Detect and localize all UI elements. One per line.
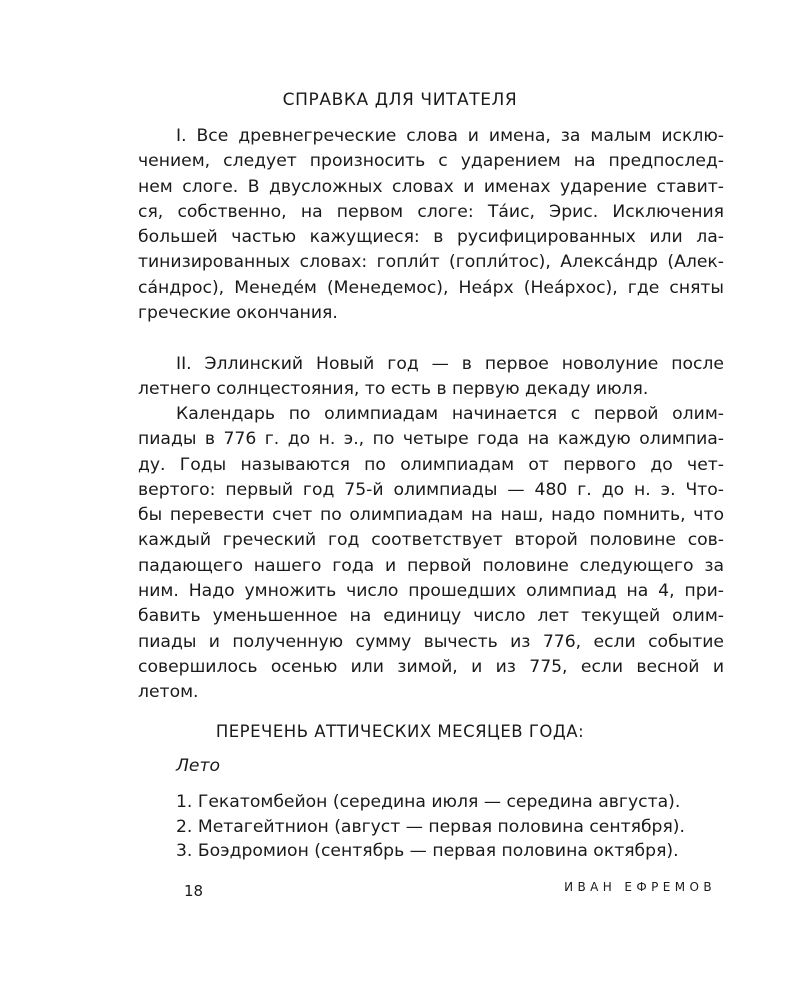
paragraph-line: вертого: первый год 75-й олимпиады — 480 г. до н. э. Что- — [138, 479, 724, 500]
paragraph-line: ся, собственно, на первом слоге: Та́ис, Эрис. Исключения — [138, 201, 724, 222]
paragraph-line: пиады и полученную сумму вычесть из 776, если событие — [138, 631, 724, 652]
section-new-year — [138, 352, 724, 403]
list-item: 2. Метагейтнион (август — первая половина сентября). — [176, 816, 685, 837]
paragraph-line: I. Все древнегреческие слова и имена, за малым исклю- — [176, 126, 724, 146]
paragraph-line: совершилось осенью или зимой, и из 775, если весной и — [138, 656, 724, 677]
paragraph-line: бы перевести счет по олимпиадам на наш, надо помнить, что — [138, 505, 724, 526]
paragraph-line: греческие окончания. — [138, 303, 338, 324]
paragraph-line: большей частью кажущиеся: в русифицированных или ла- — [138, 227, 724, 248]
section-olympiad-calendar — [138, 402, 724, 706]
paragraph-line: летнего солнцестояния, то есть в первую декаду июля. — [138, 379, 649, 400]
months-list — [176, 790, 685, 864]
paragraph-line: Календарь по олимпиадам начинается с первой олим- — [176, 404, 724, 424]
paragraph-line: нем слоге. В двусложных словах и именах ударение ставит- — [138, 176, 724, 197]
paragraph-line: пиады в 776 г. до н. э., по четыре года на каждую олимпиа- — [138, 429, 724, 450]
months-section-title: ПЕРЕЧЕНЬ АТТИЧЕСКИХ МЕСЯЦЕВ ГОДА: — [215, 722, 585, 741]
paragraph-line: са́ндрос), Менеде́м (Менедемос), Неа́рх (Неа́рхос), где сняты — [138, 277, 724, 298]
page-number: 18 — [184, 882, 204, 900]
season-label: Лето — [176, 756, 221, 776]
paragraph-line: II. Эллинский Новый год — в первое новолуние после — [176, 354, 724, 374]
list-item: 3. Боэдромион (сентябрь — первая половина октября). — [176, 841, 679, 861]
paragraph-line: тинизированных словах: гопли́т (гопли́тос), Алекса́ндр (Алек- — [138, 252, 724, 273]
running-footer-author: ИВАН ЕФРЕМОВ — [564, 880, 716, 894]
paragraph-line: бавить уменьшенное на единицу число лет текущей олим- — [138, 606, 724, 627]
paragraph-line: падающего нашего года и первой половине следующего за — [138, 555, 724, 576]
paragraph-line: каждый греческий год соответствует второй половине сов- — [138, 530, 724, 551]
list-item: 1. Гекатомбейон (середина июля — середина августа). — [176, 792, 681, 812]
section-stress-rules — [138, 124, 724, 326]
paragraph-line: ним. Надо умножить число прошедших олимпиад на 4, при- — [138, 581, 724, 602]
paragraph-line: чением, следует произносить с ударением на предпослед- — [138, 151, 724, 172]
page-title: СПРАВКА ДЛЯ ЧИТАТЕЛЯ — [282, 90, 518, 110]
paragraph-line: летом. — [138, 682, 199, 703]
paragraph-line: ду. Годы называются по олимпиадам от первого до чет- — [138, 454, 724, 475]
